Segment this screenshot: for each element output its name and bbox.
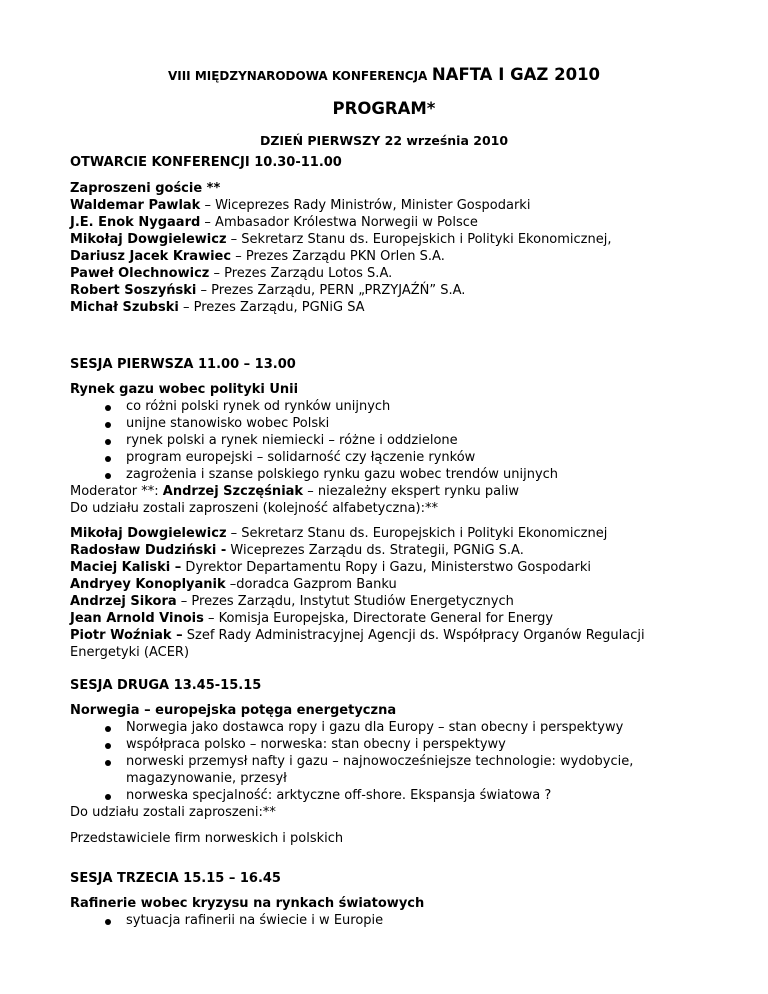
session1-moderator [70, 483, 710, 500]
participant-name: Radosław Dudziński - [70, 543, 227, 558]
list-item: współpraca polsko – norweska: stan obecny i perspektywy [70, 736, 710, 753]
conference-title-prefix: VIII MIĘDZYNARODOWA KONFERENCJA [167, 69, 428, 83]
conference-title [0, 66, 768, 85]
moderator-name: Andrzej Szczęśniak [162, 484, 304, 499]
participant-entry [70, 593, 710, 610]
participant-role: –doradca Gazprom Banku [225, 577, 397, 592]
participant-name: Maciej Kaliski – [70, 560, 182, 575]
opening-title: OTWARCIE KONFERENCJI 10.30-11.00 [70, 155, 342, 170]
guest-name: Dariusz Jacek Krawiec [70, 249, 232, 264]
guest-name: Waldemar Pawlak [70, 198, 201, 213]
guest-role: – Sekretarz Stanu ds. Europejskich i Polityki Ekonomicznej, [226, 232, 612, 247]
opening-guests-label: Zaproszeni goście ** [70, 181, 221, 196]
participant-role: Dyrektor Departamentu Ropy i Gazu, Ministerstwo Gospodarki [181, 560, 592, 575]
participant-role: Wiceprezes Zarządu ds. Strategii, PGNiG S.A. [226, 543, 524, 558]
session1-invited: Do udziału zostali zaproszeni (kolejność alfabetyczna):** [70, 501, 439, 516]
moderator-label: Moderator **: [70, 484, 163, 499]
participant-entry [70, 627, 710, 661]
participant-entry [70, 610, 710, 627]
guest-name: Mikołaj Dowgielewicz [70, 232, 227, 247]
participant-entry [70, 542, 710, 559]
session3-title: SESJA TRZECIA 15.15 – 16.45 [70, 871, 281, 886]
participant-role: – Prezes Zarządu, Instytut Studiów Energetycznych [176, 594, 514, 609]
participant-role: – Komisja Europejska, Directorate General for Energy [203, 611, 554, 626]
guest-name: Paweł Olechnowicz [70, 266, 210, 281]
participant-name: Jean Arnold Vinois [70, 611, 204, 626]
guest-entry [70, 231, 710, 248]
session2-representatives: Przedstawiciele firm norweskich i polskich [70, 831, 344, 846]
guest-role: – Prezes Zarządu PKN Orlen S.A. [231, 249, 445, 264]
guest-entry [70, 248, 710, 265]
guest-role: – Ambasador Królestwa Norwegii w Polsce [200, 215, 478, 230]
participant-name: Mikołaj Dowgielewicz [70, 526, 227, 541]
list-item: rynek polski a rynek niemiecki – różne i oddzielone [70, 432, 710, 449]
session1-participant-list [70, 525, 710, 661]
list-item: norweski przemysł nafty i gazu – najnowocześniejsze technologie: wydobycie, magazynowanie, przesył [70, 753, 710, 787]
participant-entry [70, 525, 710, 542]
guest-role: – Prezes Zarządu, PERN „PRZYJAŹŃ” S.A. [196, 283, 466, 298]
participant-name: Piotr Woźniak – [70, 628, 183, 643]
list-item: co różni polski rynek od rynków unijnych [70, 398, 710, 415]
participant-name: Andryey Konoplyanik [70, 577, 226, 592]
guest-name: Robert Soszyński [70, 283, 197, 298]
guest-name: J.E. Enok Nygaard [70, 215, 201, 230]
guest-role: – Prezes Zarządu, PGNiG SA [178, 300, 365, 315]
list-item: sytuacja rafinerii na świecie i w Europie [70, 912, 710, 929]
guest-entry [70, 282, 710, 299]
list-item: Norwegia jako dostawca ropy i gazu dla Europy – stan obecny i perspektywy [70, 719, 710, 736]
participant-entry [70, 559, 710, 576]
guest-entry [70, 214, 710, 231]
moderator-role: – niezależny ekspert rynku paliw [303, 484, 519, 499]
session3-bullet-list [70, 912, 710, 929]
list-item: unijne stanowisko wobec Polski [70, 415, 710, 432]
conference-title-main: NAFTA I GAZ 2010 [431, 65, 601, 84]
session2-topic: Norwegia – europejska potęga energetyczna [70, 703, 397, 718]
session2-bullet-list [70, 719, 710, 804]
participant-name: Andrzej Sikora [70, 594, 177, 609]
list-item: zagrożenia i szanse polskiego rynku gazu wobec trendów unijnych [70, 466, 710, 483]
guest-entry [70, 265, 710, 282]
opening-guest-list [70, 197, 710, 316]
day-title: DZIEŃ PIERWSZY 22 września 2010 [259, 133, 509, 148]
program-title: PROGRAM* [332, 99, 436, 118]
session2-title: SESJA DRUGA 13.45-15.15 [70, 678, 262, 693]
session1-title: SESJA PIERWSZA 11.00 – 13.00 [70, 357, 296, 372]
session3-topic: Rafinerie wobec kryzysu na rynkach światowych [70, 896, 425, 911]
participant-entry [70, 576, 710, 593]
guest-entry [70, 299, 710, 316]
guest-role: – Wiceprezes Rady Ministrów, Minister Gospodarki [200, 198, 531, 213]
guest-entry [70, 197, 710, 214]
program-content [70, 154, 710, 929]
list-item: program europejski – solidarność czy łączenie rynków [70, 449, 710, 466]
guest-role: – Prezes Zarządu Lotos S.A. [209, 266, 393, 281]
guest-name: Michał Szubski [70, 300, 179, 315]
session1-bullet-list [70, 398, 710, 483]
session2-invited: Do udziału zostali zaproszeni:** [70, 805, 276, 820]
list-item: norweska specjalność: arktyczne off-shore. Ekspansja światowa ? [70, 787, 710, 804]
participant-role: Szef Rady Administracyjnej Agencji ds. Współpracy Organów Regulacji Energetyki (ACER) [70, 628, 645, 660]
participant-role: – Sekretarz Stanu ds. Europejskich i Polityki Ekonomicznej [226, 526, 608, 541]
session1-topic: Rynek gazu wobec polityki Unii [70, 382, 299, 397]
